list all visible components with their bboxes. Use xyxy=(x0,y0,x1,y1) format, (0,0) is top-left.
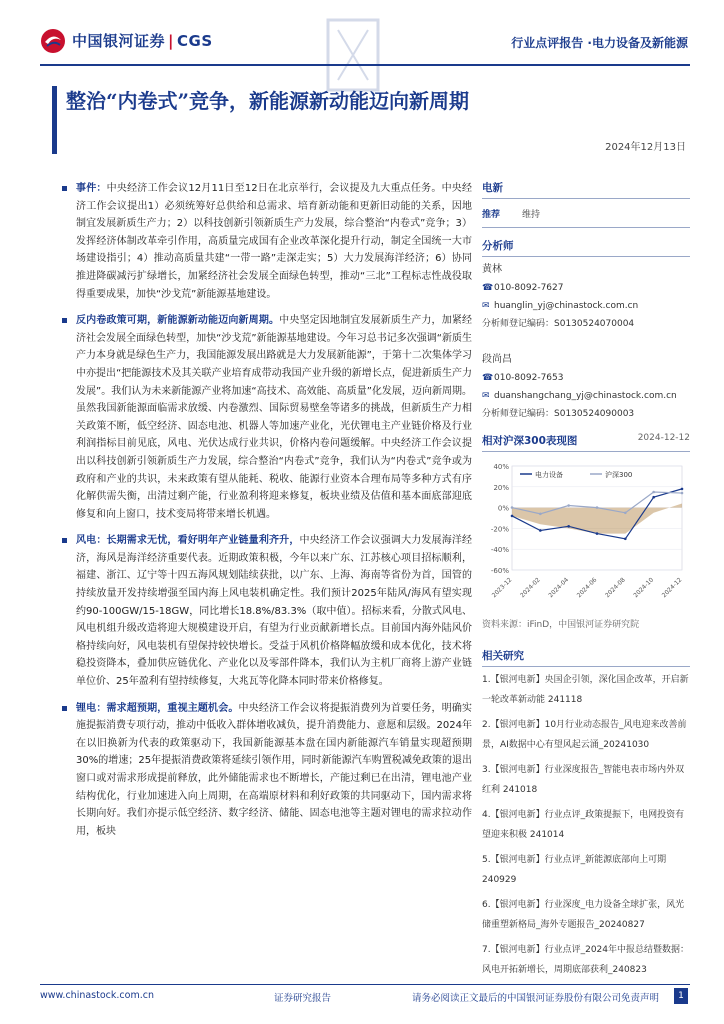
chart-y-tick-label: -60% xyxy=(490,567,509,575)
paragraph-wind xyxy=(60,532,472,690)
paragraph-text: 中央坚定因地制宜发展新质生产力，加紧经济社会发展全面绿色转型，加快“沙戈荒”新能源基地建设。今年习总书记多次强调“新质生产力本身就是绿色生产力，我国能源发展出路就是大力发展新能源”，于第十二次集体学习中亦提出“把能源技术及其关联产业培育成带动我国产业升级的新增长点，促进新质生产力发展”。我们认为未来新能源产业将加速“高技术、高效能、高质量”化发展，迈向新周期。虽然我国新能源面临需求放缓、内卷激烈、国际贸易壁垒等诸多的挑战，但新质生产力相关政策不断，低空经济、固态电池、机器人等加速产业化，光伏锂电主产业链价格及行业利润指标目前见底，风电、光伏达成行业共识，价格内卷问题缓解。中央经济工作会议提出以科技创新引领新质生产力发展，综合整治“内卷式”竞争，我们认为“内卷式”竞争或为政府和产业的共识，未来政策有望从能耗、税收、能源行业资本合理布局等多种方式有序化解供需失衡，出清过剩产能，行业盈利将迎来修复，板块业绩及估值和基本面底部迎底修复和向上窗口，技术变局将带来增长机遇。 xyxy=(76,315,473,520)
title-accent xyxy=(52,86,57,154)
chart-point xyxy=(624,538,627,541)
paragraph-lead: 事件： xyxy=(76,183,107,194)
chart-y-tick-label: -20% xyxy=(490,525,509,534)
chart-x-tick-label: 2024-02 xyxy=(519,576,542,600)
research-item[interactable]: 4.【银河电新】行业点评_政策提振下，电网投资有望迎来积极 241014 xyxy=(482,810,685,840)
sidebar xyxy=(482,180,690,986)
research-item[interactable]: 6.【银河电新】行业深度_电力设备全球扩张，风光储重塑新格局_海外专题报告_20240827 xyxy=(482,900,685,930)
report-date: 2024年12月13日 xyxy=(605,142,686,153)
analyst-phone xyxy=(482,279,690,297)
page-title: 整治“内卷式”竞争，新能源新动能迈向新周期 xyxy=(66,89,470,113)
rating-row xyxy=(482,203,690,228)
bullet-icon xyxy=(62,706,67,711)
chart-point xyxy=(652,491,655,494)
logo-cn: 中国银河证券 xyxy=(72,32,166,50)
footer-label: 证券研究报告 xyxy=(274,993,332,1004)
chart-point xyxy=(511,515,514,518)
main-content xyxy=(60,180,472,849)
chart-title: 相对沪深300表现图 xyxy=(482,435,578,447)
paragraph-lead: 锂电：需求超预期，重视主题机会。 xyxy=(76,702,239,714)
bullet-icon xyxy=(62,186,67,191)
paragraph-text: 中央经济工作会议强调大力发展海洋经济，海风是海洋经济重要代表。近期政策积极，今年以来广东、江苏核心项目招标顺利，福建、浙江、辽宁等十四五海风规划陆续获批，以广东、上海、海南等省份为首，国管的持续放量开发持续增强至国内海上风电装机确定性。我们预计2025年陆风/海风有望实现约90-100GW/15-18GW，同比增长18.8%/83.3%（取中值）。招标来看，分散式风电、风电机组升级改造将迎大规模建设开启，有望为行业贡献新增长点。目前国内海外陆风价格持续向好，风电装机有望保持较快增长。受益于风机价格降幅放缓和成本优化，技术将稳投资降本，叠加供应链优化、产业化以及零部件降本，我们认为主机厂商将上游产业链单位价、25年盈利有望持续修复，大兆瓦等化降本同时带来价格修复。 xyxy=(76,535,473,688)
chart-x-tick-label: 2024-04 xyxy=(547,576,571,600)
footer-divider xyxy=(40,984,690,985)
chart-point xyxy=(567,525,570,528)
email-text[interactable]: duanshangchang_yj@chinastock.com.cn xyxy=(494,391,677,401)
footer-site[interactable]: www.chinastock.com.cn xyxy=(40,990,154,1001)
phone-text: 010-8092-7653 xyxy=(494,373,564,383)
analyst-name: 黄林 xyxy=(482,264,502,275)
analyst-card xyxy=(482,351,690,423)
research-item[interactable]: 7.【银河电新】行业点评_2024年中报总结暨数据：风电开拓新增长，周期底部获利_240823 xyxy=(482,945,689,975)
rating-header: 电新 xyxy=(482,180,690,199)
performance-chart xyxy=(482,456,690,616)
chart-y-tick-label: 0% xyxy=(497,504,509,513)
bullet-icon xyxy=(62,538,67,543)
chart-legend-label: 沪深300 xyxy=(605,471,633,479)
chart-header xyxy=(482,433,690,452)
paragraph-lead: 风电：长期需求无忧，看好明年产业链量利齐升， xyxy=(76,535,300,547)
chart-point xyxy=(596,506,599,509)
logo-en: CGS xyxy=(177,32,213,50)
brand-logo-icon xyxy=(40,28,66,54)
paragraph-lead: 反内卷政策可期，新能源新动能迈向新周期。 xyxy=(76,315,280,327)
chart-source: 资料来源：iFinD，中国银河证券研究院 xyxy=(482,620,640,630)
rating-label: 推荐 xyxy=(482,210,501,220)
chart-point xyxy=(511,506,514,509)
chart-date: 2024-12-12 xyxy=(637,433,690,443)
footer-disclaimer: 请务必阅读正文最后的中国银河证券股份有限公司免责声明 xyxy=(412,993,660,1004)
analyst-card xyxy=(482,261,690,333)
page-number: 1 xyxy=(674,988,688,1004)
email-icon: ✉ xyxy=(482,391,490,401)
analyst-cert: 分析师登记编码：S0130524090003 xyxy=(482,409,635,419)
research-item[interactable]: 3.【银河电新】行业深度报告_智能电表市场内外双红利 241018 xyxy=(482,765,685,795)
analyst-email[interactable] xyxy=(482,297,690,315)
analyst-phone xyxy=(482,369,690,387)
rating-value: 维持 xyxy=(522,210,541,220)
analyst-email[interactable] xyxy=(482,387,690,405)
analyst-name: 段尚昌 xyxy=(482,354,512,365)
paragraph-event xyxy=(60,180,472,303)
paragraph-text: 中央经济工作会议将提振消费列为首要任务，明确实施提振消费专项行动，推动中低收入群体增收减负，提升消费能力、意愿和层级。2024年在以旧换新为代表的政策驱动下，我国新能源基本盘在国内新能源汽车销量实现超预期30%的增速；25年提振消费政策将延续引领作用，同时新能源汽车购置税减免政策的退出窗口或对需求形成提前释放，此外储能需求也不断增长，产能过剩已在出清，锂电池产业结构优化，行业加速进入向上周期，在高端原材料和利好政策的共同驱动下，国内需求将长期向好。我们亦提示低空经济、数字经济、储能、固态电池等主题对锂电的需求拉动作用，板块 xyxy=(76,702,473,837)
research-item[interactable]: 5.【银河电新】行业点评_新能源底部向上可期 240929 xyxy=(482,855,667,885)
chart-y-tick-label: 40% xyxy=(493,463,509,471)
paragraph-text: 中央经济工作会议12月11日至12日在北京举行，会议提及九大重点任务。中央经济工作会议提出1）必须统筹好总供给和总需求、培育新动能和更新旧动能的关系，因地制宜发展新质生产力；2）以科技创新引领新质生产力发展，综合整治“内卷式”竞争；3）发挥经济体制改革牵引作用，高质量完成国有企业改革深化提升行动，制定全国统一大市场建设指引；4）推动高质量共建“一带一路”走深走实；5）大力发展海洋经济；6）协同推进降碳减污扩绿增长，加紧经济社会发展全面绿色转型，推动“三北”工程标志性战役取得重要成果，加快“沙戈荒”新能源基地建设。 xyxy=(76,183,472,300)
chart-point xyxy=(681,492,684,495)
bullet-icon xyxy=(62,318,67,323)
chart-y-tick-label: 20% xyxy=(493,483,509,492)
chart-point xyxy=(567,504,570,507)
chart-x-tick-label: 2024-10 xyxy=(632,576,656,600)
chart-x-tick-label: 2024-06 xyxy=(575,576,599,600)
research-item[interactable]: 1.【银河电新】央国企引领，深化国企改革，开启新一轮改革新动能 241118 xyxy=(482,675,689,705)
chart-point xyxy=(681,488,684,491)
analyst-cert: 分析师登记编码：S0130524070004 xyxy=(482,319,635,329)
chart-point xyxy=(539,513,542,516)
phone-icon: ☎ xyxy=(482,373,494,383)
header-divider xyxy=(40,64,690,66)
chart-y-tick-label: -40% xyxy=(490,546,509,555)
chart-point xyxy=(596,532,599,535)
chart-x-tick-label: 2023-12 xyxy=(490,576,514,600)
chart-legend-label: 电力设备 xyxy=(535,471,563,479)
email-text[interactable]: huanglin_yj@chinastock.com.cn xyxy=(494,301,639,311)
analyst-header: 分析师 xyxy=(482,238,690,257)
report-type: 行业点评报告 ·电力设备及新能源 xyxy=(511,36,688,50)
brand-logo xyxy=(72,30,213,51)
paragraph-lithium xyxy=(60,700,472,841)
phone-icon: ☎ xyxy=(482,283,494,293)
chart-svg xyxy=(482,456,690,606)
chart-x-tick-label: 2024-12 xyxy=(660,576,684,600)
research-item[interactable]: 2.【银河电新】10月行业动态报告_风电迎来改善前景，AI数据中心有望风起云涌_20241030 xyxy=(482,720,687,750)
research-list xyxy=(482,671,690,980)
chart-point xyxy=(539,529,542,532)
chart-x-tick-label: 2024-08 xyxy=(604,576,627,600)
paragraph-policy xyxy=(60,312,472,523)
chart-point xyxy=(652,496,655,499)
research-header: 相关研究 xyxy=(482,648,690,667)
email-icon: ✉ xyxy=(482,301,490,311)
logo-separator: | xyxy=(168,32,174,50)
phone-text: 010-8092-7627 xyxy=(494,283,564,293)
chart-point xyxy=(624,512,627,515)
